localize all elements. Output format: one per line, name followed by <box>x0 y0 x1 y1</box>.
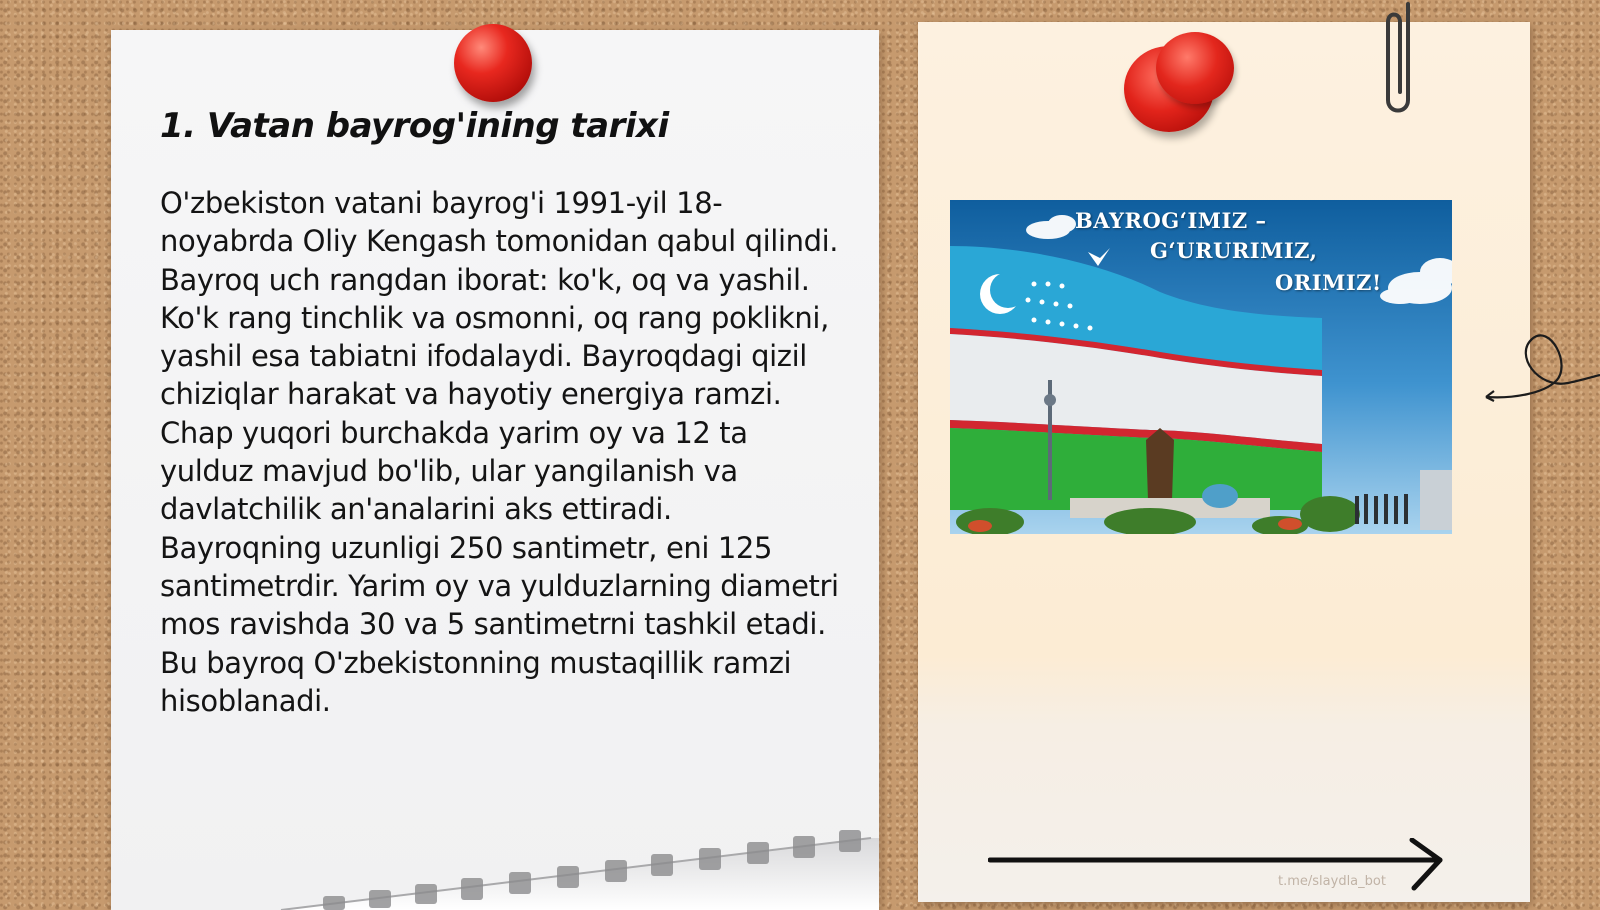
watermark-text: t.me/slaydla_bot <box>1278 874 1386 889</box>
poster-title-line-1: BAYROG‘IMIZ – <box>1075 208 1267 233</box>
push-pin-icon <box>454 24 532 102</box>
push-pin-icon <box>1156 32 1234 104</box>
poster-title-line-3: ORIMIZ! <box>1275 270 1382 295</box>
left-note-card <box>111 30 879 910</box>
flag-poster-image <box>950 200 1452 534</box>
curl-doodle-icon <box>1484 315 1600 405</box>
paperclip-icon <box>1378 0 1422 124</box>
slide-title: 1. Vatan bayrog'ining tarixi <box>160 106 669 146</box>
poster-title-line-2: G‘URURIMIZ, <box>1150 238 1318 263</box>
torn-paper-edge <box>111 800 879 910</box>
slide-body-text: O'zbekiston vatani bayrog'i 1991-yil 18-noyabrda Oliy Kengash tomonidan qabul qilindi. Bayroq uch rangdan iborat: ko'k, oq va yashil. Ko'k rang tinchlik va osmonni, oq rang poklikni, yashil esa tabiatni ifodalaydi. Bayroqdagi qizil chiziqlar harakat va hayotiy energiya ramzi. Chap yuqori burchakda yarim oy va 12 ta yulduz mavjud bo'lib, ular yangilanish va davlatchilik an'analarini aks ettiradi. Bayroqning uzunligi 250 santimetr, eni 125 santimetrdir. Yarim oy va yulduzlarning diametri mos ravishda 30 va 5 santimetrni tashkil etadi. Bu bayroq O'zbekistonning mustaqillik ramzi hisoblanadi. <box>160 186 839 718</box>
